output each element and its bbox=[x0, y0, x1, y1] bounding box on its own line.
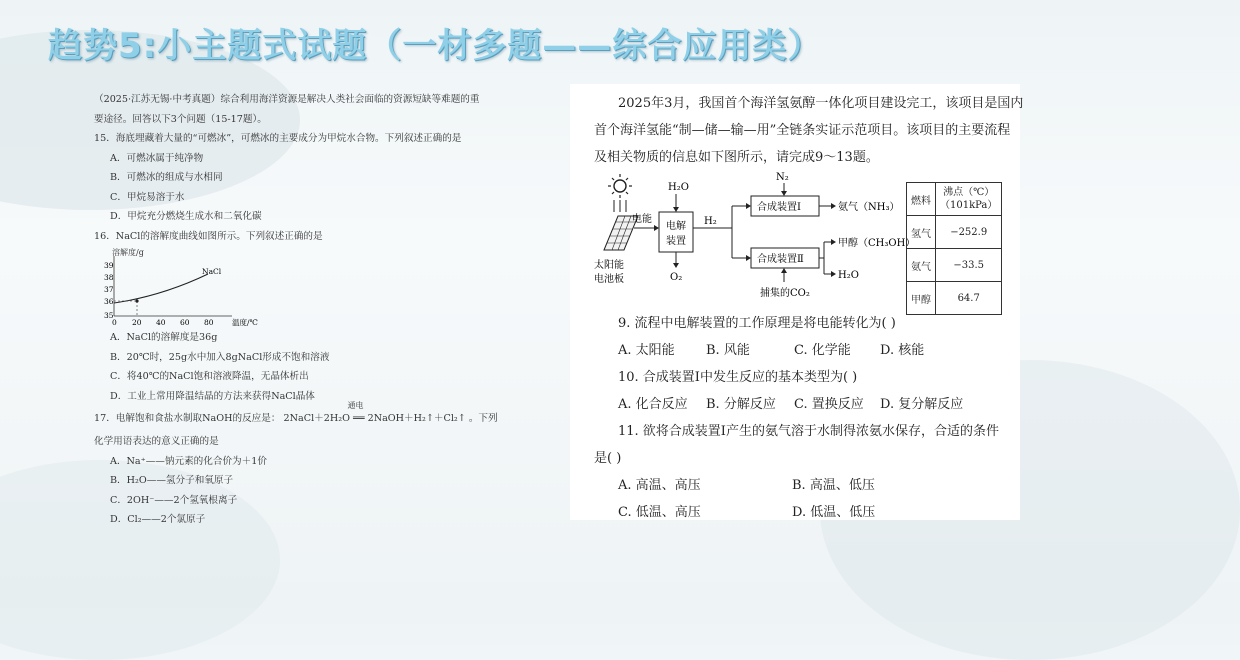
table-header-boiling bbox=[936, 183, 1002, 216]
right-intro-line-1: 2025年3月，我国首个海洋氢氨醇一体化项目建设完工，该项目是国内 bbox=[618, 96, 1024, 111]
sun-rays bbox=[608, 174, 632, 198]
table-cell: 甲醇 bbox=[907, 282, 936, 315]
q11-option-a: A. 高温、高压 bbox=[618, 478, 701, 493]
q17-stem bbox=[64, 401, 534, 432]
arrowhead bbox=[831, 239, 836, 245]
left-question-panel bbox=[64, 90, 534, 560]
chart-ylabel: 溶解度/g bbox=[112, 248, 144, 257]
arrowhead bbox=[654, 225, 659, 231]
chart-point bbox=[135, 299, 138, 302]
synth-unit-1-label: 合成装置Ⅰ bbox=[757, 202, 801, 213]
water-in-label: H₂O bbox=[668, 182, 689, 193]
q15-option-d: D．甲烷充分燃烧生成水和二氧化碳 bbox=[110, 211, 262, 222]
q17-stem-a: 17．电解饱和食盐水制取NaOH的反应是： bbox=[94, 413, 281, 424]
y-tick: 38 bbox=[104, 273, 114, 282]
q10-stem: 10. 合成装置Ⅰ中发生反应的基本类型为( ) bbox=[618, 370, 858, 385]
q10-option-a: A. 化合反应 bbox=[618, 397, 688, 412]
electric-label: 电能 bbox=[632, 214, 652, 225]
q15-stem: 15．海底埋藏着大量的“可燃冰”，可燃冰的主要成分为甲烷水合物。下列叙述正确的是 bbox=[94, 133, 462, 144]
q9-stem: 9. 流程中电解装置的工作原理是将电能转化为( ) bbox=[618, 316, 896, 331]
synth-unit-2-label: 合成装置Ⅱ bbox=[757, 254, 804, 265]
arrowhead bbox=[781, 191, 787, 196]
q11-options-row-2 bbox=[594, 499, 1014, 526]
process-flow-diagram bbox=[592, 172, 916, 304]
chart-xlabel: 温度/℃ bbox=[232, 318, 258, 327]
q15-option-b: B．可燃冰的组成与水相同 bbox=[110, 172, 223, 183]
q9-option-b: B. 风能 bbox=[706, 343, 750, 358]
arrowhead bbox=[781, 268, 787, 273]
x-tick: 40 bbox=[156, 318, 166, 327]
table-header-row bbox=[907, 183, 1002, 216]
sunlight-arrows bbox=[614, 200, 626, 212]
q10-option-b: B. 分解反应 bbox=[706, 397, 776, 412]
right-intro-line-2: 首个海洋氢能“制—储—输—用”全链条实证示范项目。该项目的主要流程 bbox=[594, 123, 1011, 138]
electrolysis-label-1: 电解 bbox=[666, 221, 686, 232]
q17-option-d: D．Cl₂——2个氯原子 bbox=[110, 514, 206, 525]
right-question-panel bbox=[570, 84, 1024, 520]
table-header-boiling-1: 沸点（℃） bbox=[943, 187, 995, 198]
methanol-label: 甲醇（CH₃OH） bbox=[838, 238, 916, 249]
q17-stem-b: 。下列 bbox=[468, 413, 498, 424]
arrowhead bbox=[831, 271, 836, 277]
q11-stem-b: 是( ) bbox=[594, 451, 622, 466]
y-tick: 35 bbox=[104, 311, 114, 320]
q9-option-d: D. 核能 bbox=[880, 343, 925, 358]
q9-option-c: C. 化学能 bbox=[794, 343, 851, 358]
solar-label-1: 太阳能 bbox=[594, 260, 624, 271]
right-intro-line-3: 及相关物质的信息如下图所示，请完成9～13题。 bbox=[594, 150, 879, 165]
q17-stem-c: 化学用语表达的意义正确的是 bbox=[94, 436, 219, 447]
water-out-label: H₂O bbox=[838, 270, 859, 281]
q11-option-b: B. 高温、低压 bbox=[792, 478, 875, 493]
q9-options bbox=[594, 337, 1014, 364]
q11-stem: 11. 欲将合成装置Ⅰ产生的氨气溶于水制得浓氨水保存，合适的条件 bbox=[618, 424, 999, 439]
table-cell: 氨气 bbox=[907, 249, 936, 282]
q16-option-b: B．20℃时，25g水中加入8gNaCl形成不饱和溶液 bbox=[110, 351, 330, 363]
table-row bbox=[907, 249, 1002, 282]
q16-option-c: C．将40℃的NaCl饱和溶液降温，无晶体析出 bbox=[110, 371, 309, 382]
table-cell: −33.5 bbox=[936, 249, 1002, 282]
left-intro-line-1: （2025·江苏无锡·中考真题）综合利用海洋资源是解决人类社会面临的资源短缺等难题的重 bbox=[94, 94, 480, 105]
arrowhead bbox=[746, 203, 751, 209]
q17-equation-wrap bbox=[283, 401, 466, 432]
co2-label: 捕集的CO₂ bbox=[760, 288, 810, 299]
x-tick: 60 bbox=[180, 318, 190, 327]
table-cell: 氢气 bbox=[907, 216, 936, 249]
q17-option-b: B．H₂O——氢分子和氧原子 bbox=[110, 475, 234, 486]
q11-option-d: D. 低温、低压 bbox=[792, 505, 876, 520]
q17-condition: 通电 bbox=[347, 401, 364, 410]
q15-option-c: C．甲烷易溶于水 bbox=[110, 191, 185, 203]
y-tick: 39 bbox=[104, 261, 114, 270]
y-tick: 36 bbox=[104, 297, 114, 306]
q16-stem: 16．NaCl的溶解度曲线如图所示。下列叙述正确的是 bbox=[94, 230, 323, 242]
q15-option-a: A．可燃冰属于纯净物 bbox=[110, 152, 204, 164]
boiling-point-table bbox=[906, 182, 1002, 315]
arrowhead bbox=[746, 255, 751, 261]
chart-series-label: NaCl bbox=[202, 267, 222, 276]
table-header-boiling-2: （101kPa） bbox=[940, 200, 998, 211]
q9-option-a: A. 太阳能 bbox=[618, 343, 675, 358]
electrolysis-label-2: 装置 bbox=[666, 236, 686, 247]
q11-options-row-1 bbox=[594, 472, 1014, 499]
table-cell: 64.7 bbox=[936, 282, 1002, 315]
sun-icon bbox=[614, 180, 626, 192]
table-cell: −252.9 bbox=[936, 216, 1002, 249]
n2-label: N₂ bbox=[776, 172, 789, 183]
slide-title: 趋势5:小主题式试题（一材多题——综合应用类） bbox=[48, 26, 823, 66]
arrowhead bbox=[673, 207, 679, 212]
nacl-curve bbox=[114, 274, 208, 303]
q10-option-d: D. 复分解反应 bbox=[880, 397, 964, 412]
solar-label-2: 电池板 bbox=[594, 274, 624, 285]
nacl-solubility-chart bbox=[82, 246, 282, 328]
q16-option-a: A．NaCl的溶解度是36g bbox=[110, 332, 218, 343]
x-tick: 20 bbox=[132, 318, 142, 327]
o2-label: O₂ bbox=[670, 272, 683, 283]
q11-option-c: C. 低温、高压 bbox=[618, 505, 701, 520]
q10-options bbox=[594, 391, 1014, 418]
x-tick: 80 bbox=[204, 318, 214, 327]
ammonia-label: 氨气（NH₃） bbox=[838, 202, 900, 213]
h2-label: H₂ bbox=[704, 216, 717, 227]
y-tick: 37 bbox=[104, 285, 114, 294]
q16-option-d: D．工业上常用降温结晶的方法来获得NaCl晶体 bbox=[110, 390, 315, 402]
table-header-fuel: 燃料 bbox=[907, 183, 936, 216]
arrowhead bbox=[673, 263, 679, 268]
arrowhead bbox=[831, 203, 836, 209]
q10-option-c: C. 置换反应 bbox=[794, 397, 864, 412]
x-tick: 0 bbox=[112, 318, 117, 327]
q17-option-c: C．2OH⁻——2个氢氧根离子 bbox=[110, 494, 238, 506]
left-intro-line-2: 要途径。回答以下3个问题（15-17题）。 bbox=[94, 113, 267, 125]
q17-option-a: A．Na⁺——钠元素的化合价为＋1价 bbox=[110, 455, 267, 467]
table-row bbox=[907, 216, 1002, 249]
q17-equation: 2NaCl＋2H₂O ══ 2NaOH＋H₂↑＋Cl₂↑ bbox=[283, 413, 466, 424]
